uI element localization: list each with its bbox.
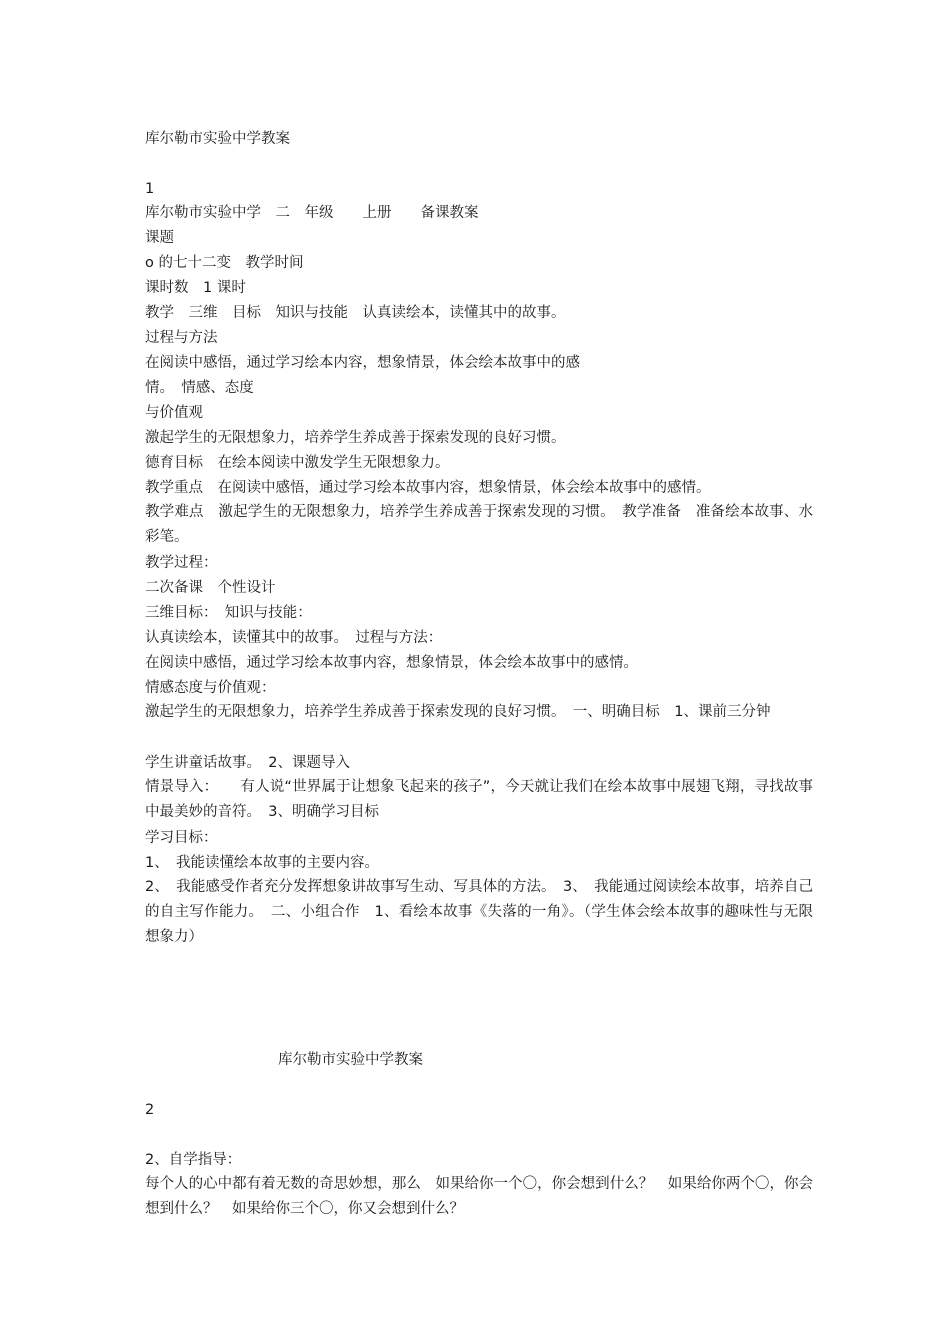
text-line: 三维目标： 知识与技能：	[145, 605, 312, 621]
text-line: 情感态度与价值观：	[145, 680, 276, 696]
text-paragraph: 2、 我能感受作者充分发挥想象讲故事写生动、写具体的方法。 3、 我能通过阅读绘本故事，培养自己的自主写作能力。 二、小组合作 1、看绘本故事《失落的一角》。（学生体会绘本故事的趣味性与无限想象力）	[145, 879, 813, 945]
text-line: 教学 三维 目标 知识与技能 认真读绘本，读懂其中的故事。	[145, 305, 566, 321]
text-line: 学习目标：	[145, 830, 218, 846]
text-line: 二次备课 个性设计	[145, 580, 276, 596]
text-line: 情。 情感、态度	[145, 380, 254, 396]
text-line: 2、自学指导：	[145, 1152, 242, 1168]
text-line: 与价值观	[145, 405, 203, 421]
text-line: 过程与方法	[145, 330, 218, 346]
text-line: 教学重点 在阅读中感悟，通过学习绘本故事内容，想象情景，体会绘本故事中的感情。	[145, 480, 711, 496]
text-paragraph: 激起学生的无限想象力，培养学生养成善于探索发现的良好习惯。 一、明确目标 1、课前三分钟	[145, 704, 771, 720]
text-paragraph: 每个人的心中都有着无数的奇思妙想，那么 如果给你一个〇，你会想到什么？ 如果给你两个〇，你会想到什么？ 如果给你三个〇，你又会想到什么？	[145, 1176, 813, 1217]
page-number: 2	[145, 1102, 155, 1118]
text-line: 在阅读中感悟，通过学习绘本内容，想象情景，体会绘本故事中的感	[145, 355, 580, 371]
text-line: 课时数 1 课时	[145, 280, 246, 296]
page-header: 库尔勒市实验中学教案	[145, 131, 290, 147]
text-line: 1、 我能读懂绘本故事的主要内容。	[145, 855, 379, 871]
text-paragraph: 教学难点 激起学生的无限想象力，培养学生养成善于探索发现的习惯。 教学准备 准备绘本故事、水彩笔。	[145, 504, 813, 545]
page-number: 1	[145, 181, 155, 197]
text-line: 在阅读中感悟，通过学习绘本故事内容，想象情景，体会绘本故事中的感情。	[145, 655, 638, 671]
text-paragraph: 情景导入： 有人说“世界属于让想象飞起来的孩子”，今天就让我们在绘本故事中展翅飞翔，寻找故事中最美妙的音符。 3、明确学习目标	[145, 779, 813, 820]
text-line: 教学过程：	[145, 555, 218, 571]
text-line: o 的七十二变 教学时间	[145, 255, 304, 271]
page-header: 库尔勒市实验中学教案	[278, 1052, 423, 1068]
text-line: 课题	[145, 230, 174, 246]
text-line: 德育目标 在绘本阅读中激发学生无限想象力。	[145, 455, 450, 471]
text-line: 学生讲童话故事。 2、课题导入	[145, 755, 350, 771]
lesson-plan-title: 库尔勒市实验中学 二 年级 上册 备课教案	[145, 205, 479, 221]
text-line: 激起学生的无限想象力，培养学生养成善于探索发现的良好习惯。	[145, 430, 566, 446]
text-line: 认真读绘本，读懂其中的故事。 过程与方法：	[145, 630, 443, 646]
